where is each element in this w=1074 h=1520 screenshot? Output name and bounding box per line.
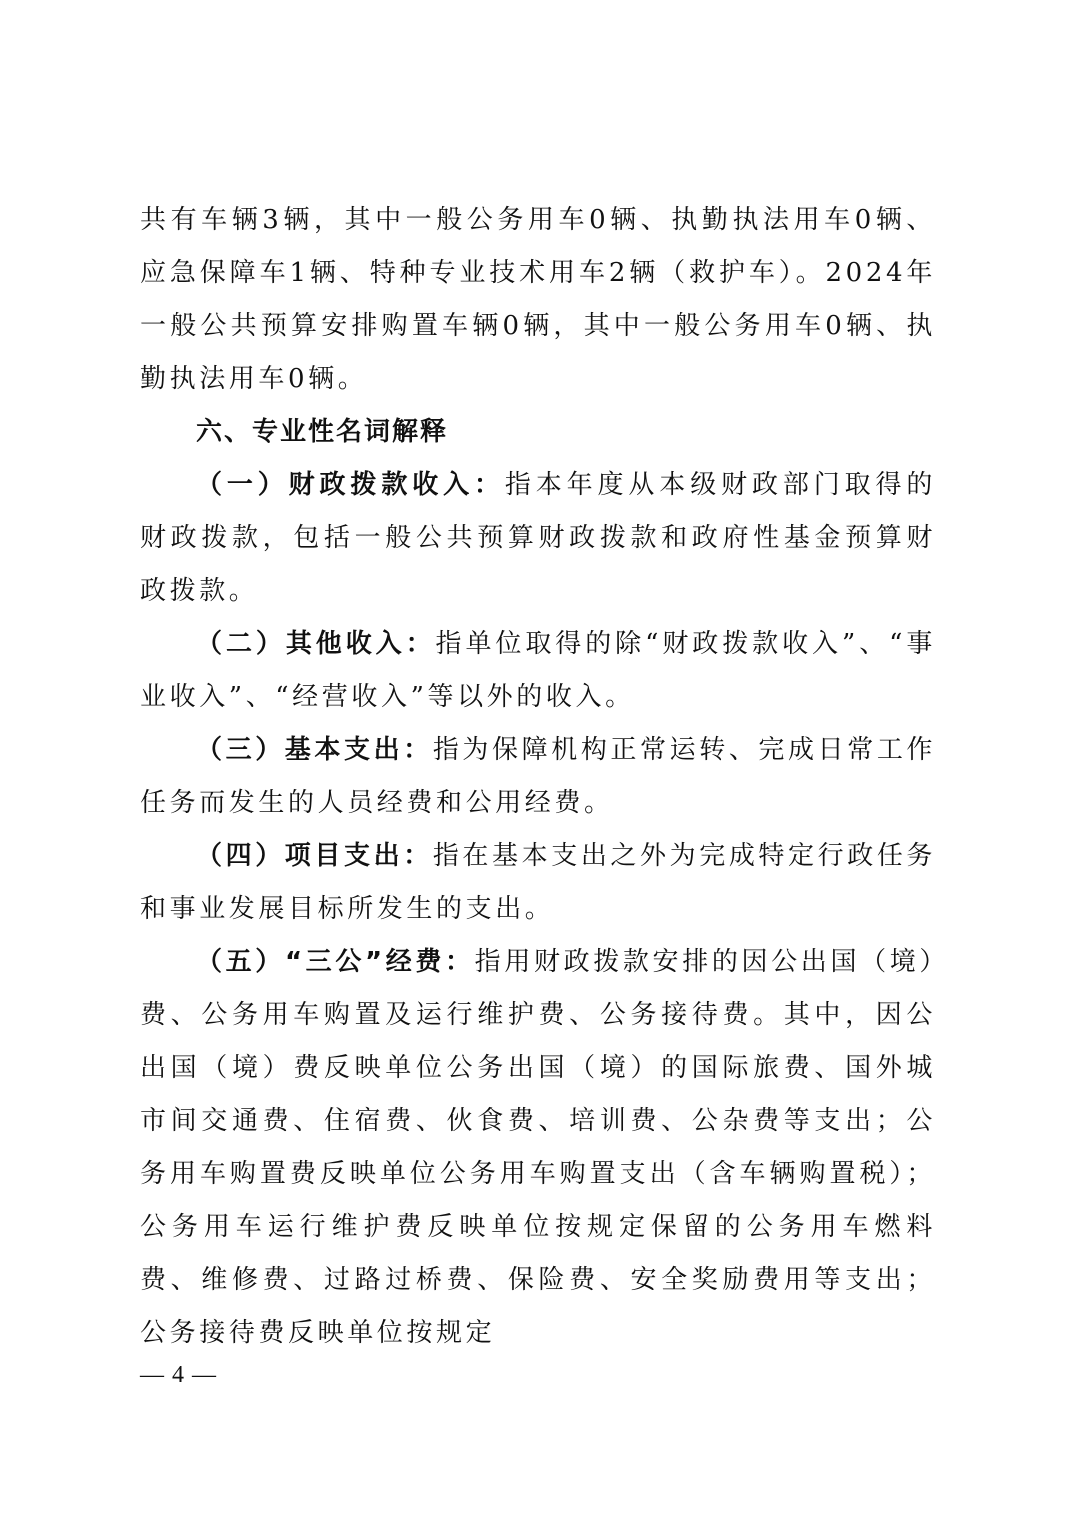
definition-fiscal-appropriation-income xyxy=(140,459,936,618)
document-body xyxy=(140,194,936,1360)
definition-basic-expenditure xyxy=(140,724,936,830)
definition-term: （五）“三公”经费： xyxy=(196,947,475,977)
definition-text: 指单位取得的除“财政拨款收入”、“事业收入”、“经营收入”等以外的收入。 xyxy=(140,629,936,712)
definition-text: 指在基本支出之外为完成特定行政任务和事业发展目标所发生的支出。 xyxy=(140,841,937,924)
definition-term: （二）其他收入： xyxy=(196,629,436,659)
page-number: — 4 — xyxy=(140,1362,217,1388)
definition-other-income xyxy=(140,618,936,724)
section-heading: 六、专业性名词解释 xyxy=(196,417,449,447)
definition-project-expenditure xyxy=(140,830,936,936)
definition-text: 指用财政拨款安排的因公出国（境）费、公务用车购置及运行维护费、公务接待费。其中，因公出国（境）费反映单位公务出国（境）的国际旅费、国外城市间交通费、住宿费、伙食费、培训费、公杂费等支出；公务用车购置费反映单位公务用车购置支出（含车辆购置税）；公务用车运行维护费反映单位按规定保留的公务用车燃料费、维修费、过路过桥费、保险费、安全奖励费用等支出；公务接待费反映单位按规定 xyxy=(140,947,936,1348)
definition-term: （四）项目支出： xyxy=(196,841,433,871)
definition-term: （一）财政拨款收入： xyxy=(196,470,505,500)
definition-text: 指为保障机构正常运转、完成日常工作任务而发生的人员经费和公用经费。 xyxy=(140,735,937,818)
definition-term: （三）基本支出： xyxy=(196,735,433,765)
definition-three-public-expenses xyxy=(140,936,936,1360)
definition-text: 指本年度从本级财政部门取得的财政拨款，包括一般公共预算财政拨款和政府性基金预算财政拨款。 xyxy=(140,470,936,606)
vehicle-paragraph: 共有车辆3辆，其中一般公务用车0辆、执勤执法用车0辆、应急保障车1辆、特种专业技术用车2辆（救护车）。2024年一般公共预算安排购置车辆0辆，其中一般公务用车0辆、执勤执法用车0辆。 xyxy=(140,205,936,394)
